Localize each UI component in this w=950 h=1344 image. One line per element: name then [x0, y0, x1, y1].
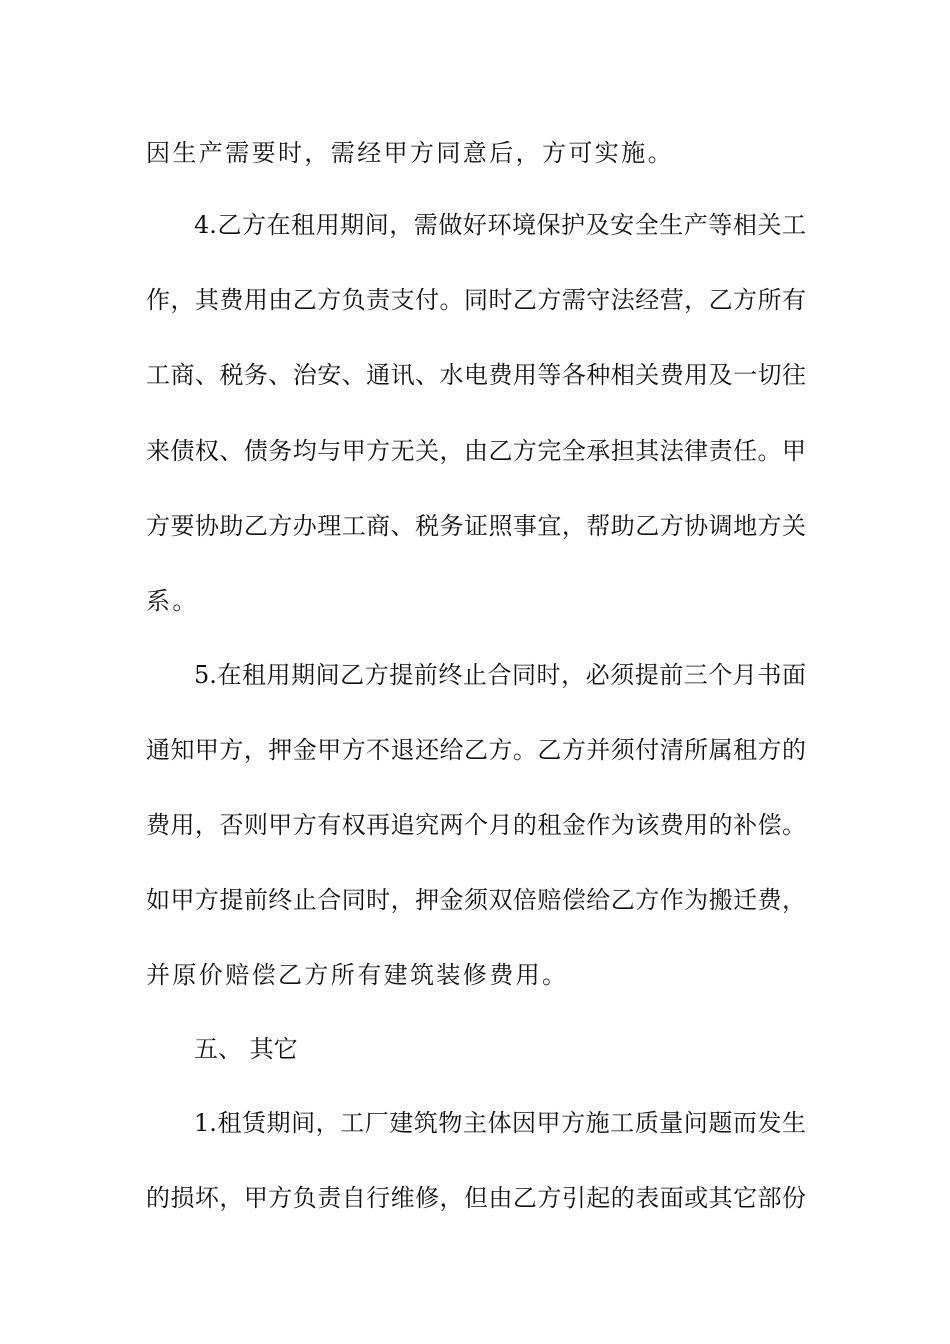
text-line: 的损坏，甲方负责自行维修，但由乙方引起的表面或其它部份 [146, 1184, 806, 1212]
text-line: 通知甲方，押金甲方不退还给乙方。乙方并须付清所属租方的 [146, 736, 806, 764]
text-line: 方要协助乙方办理工商、税务证照事宜，帮助乙方协调地方关 [146, 512, 806, 540]
paragraph-5-first-line: 5.在租用期间乙方提前终止合同时，必须提前三个月书面 [194, 661, 806, 689]
text-line: 因生产需要时，需经甲方同意后，方可实施。 [146, 139, 674, 167]
text-line: 并原价赔偿乙方所有建筑装修费用。 [146, 961, 569, 989]
text-line: 系。 [146, 587, 199, 615]
section-5-item-1-first-line: 1.租赁期间，工厂建筑物主体因甲方施工质量问题而发生 [194, 1109, 806, 1137]
text-line: 如甲方提前终止合同时，押金须双倍赔偿给乙方作为搬迁费， [146, 886, 806, 914]
text-line: 作，其费用由乙方负责支付。同时乙方需守法经营，乙方所有 [146, 286, 806, 314]
section-heading: 五、 其它 [194, 1035, 298, 1063]
text-line: 来债权、债务均与甲方无关，由乙方完全承担其法律责任。甲 [146, 437, 806, 465]
text-line: 工商、税务、治安、通讯、水电费用等各种相关费用及一切往 [146, 361, 806, 389]
paragraph-4-first-line: 4.乙方在租用期间，需做好环境保护及安全生产等相关工 [194, 211, 806, 239]
text-line: 费用，否则甲方有权再追究两个月的租金作为该费用的补偿。 [146, 811, 806, 839]
